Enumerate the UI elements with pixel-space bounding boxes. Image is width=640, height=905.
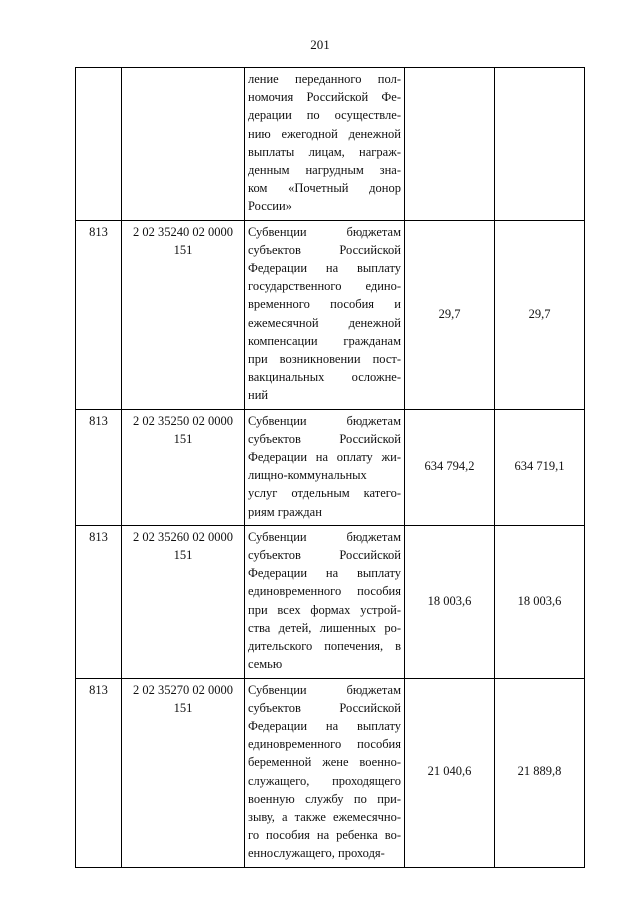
description-line: России» — [248, 199, 292, 214]
description-line: государственного едино- — [248, 279, 401, 294]
table-row — [76, 678, 585, 867]
table-row — [76, 220, 585, 409]
admin-code-cell: 813 — [76, 525, 122, 678]
description-line: Субвенции бюджетам — [248, 413, 401, 428]
revenue-description-cell — [245, 678, 405, 867]
description-line: ний — [248, 388, 269, 403]
table-row — [76, 409, 585, 525]
description-line: Федерации на выплату — [248, 718, 401, 733]
description-line: вакцинальных осложне- — [248, 370, 401, 385]
description-line: единовременного пособия — [248, 584, 401, 599]
amount-year-2-cell — [495, 68, 585, 221]
table-row — [76, 525, 585, 678]
description-line: семью — [248, 657, 283, 672]
amount-year-1-cell: 634 794,2 — [405, 409, 495, 525]
description-line: лищно-коммунальных — [248, 468, 367, 483]
description-line: ежемесячной денежной — [248, 315, 401, 330]
description-line: единовременного пособия — [248, 737, 401, 752]
revenue-description-cell — [245, 68, 405, 221]
budget-classification-code-cell: 2 02 35250 02 0000 151 — [122, 409, 245, 525]
description-line: Субвенции бюджетам — [248, 682, 401, 697]
description-line: субъектов Российской — [248, 548, 401, 563]
budget-classification-code-cell: 2 02 35270 02 0000 151 — [122, 678, 245, 867]
description-line: Субвенции бюджетам — [248, 529, 401, 544]
amount-year-2-cell: 29,7 — [495, 220, 585, 409]
description-line: служащего, проходящего — [248, 773, 401, 788]
description-line: Федерации на оплату жи- — [248, 450, 401, 465]
description-line: при возникновении пост- — [248, 352, 401, 367]
description-line: компенсации гражданам — [248, 333, 401, 348]
revenue-description-cell — [245, 525, 405, 678]
description-line: услуг отдельным катего- — [248, 486, 401, 501]
description-line: нию ежегодной денежной — [248, 126, 401, 141]
amount-year-2-cell: 21 889,8 — [495, 678, 585, 867]
description-line: выплаты лицам, награж- — [248, 144, 401, 159]
admin-code-cell: 813 — [76, 678, 122, 867]
amount-year-2-cell: 18 003,6 — [495, 525, 585, 678]
amount-year-1-cell — [405, 68, 495, 221]
description-line: номочия Российской Фе- — [248, 90, 401, 105]
description-line: ком «Почетный донор — [248, 181, 401, 196]
revenue-description-cell — [245, 220, 405, 409]
description-line: дерации по осуществле- — [248, 108, 401, 123]
admin-code-cell: 813 — [76, 220, 122, 409]
description-line: дительского попечения, в — [248, 639, 401, 654]
budget-classification-code-cell: 2 02 35240 02 0000 151 — [122, 220, 245, 409]
budget-classification-code-cell: 2 02 35260 02 0000 151 — [122, 525, 245, 678]
description-line: го пособия на ребенка во- — [248, 828, 401, 843]
description-line: Субвенции бюджетам — [248, 224, 401, 239]
budget-classification-code-cell — [122, 68, 245, 221]
table-row — [76, 68, 585, 221]
description-line: денным нагрудным зна- — [248, 163, 401, 178]
admin-code-cell — [76, 68, 122, 221]
description-line: субъектов Российской — [248, 700, 401, 715]
description-line: Федерации на выплату — [248, 566, 401, 581]
description-line: зыву, а также ежемесячно- — [248, 809, 401, 824]
amount-year-1-cell: 21 040,6 — [405, 678, 495, 867]
admin-code-cell: 813 — [76, 409, 122, 525]
page-number: 201 — [310, 37, 330, 52]
description-line: беременной жене военно- — [248, 755, 401, 770]
description-line: Федерации на выплату — [248, 261, 401, 276]
description-line: субъектов Российской — [248, 242, 401, 257]
amount-year-1-cell: 29,7 — [405, 220, 495, 409]
budget-table — [75, 67, 585, 868]
description-line: еннослужащего, проходя- — [248, 846, 385, 861]
amount-year-1-cell: 18 003,6 — [405, 525, 495, 678]
description-line: военную службу по при- — [248, 791, 401, 806]
description-line: при всех формах устрой- — [248, 602, 401, 617]
revenue-description-cell — [245, 409, 405, 525]
description-line: ление переданного пол- — [248, 72, 401, 86]
description-line: ства детей, лишенных ро- — [248, 620, 401, 635]
description-line: субъектов Российской — [248, 431, 401, 446]
description-line: временного пособия и — [248, 297, 401, 312]
amount-year-2-cell: 634 719,1 — [495, 409, 585, 525]
description-line: риям граждан — [248, 504, 322, 519]
